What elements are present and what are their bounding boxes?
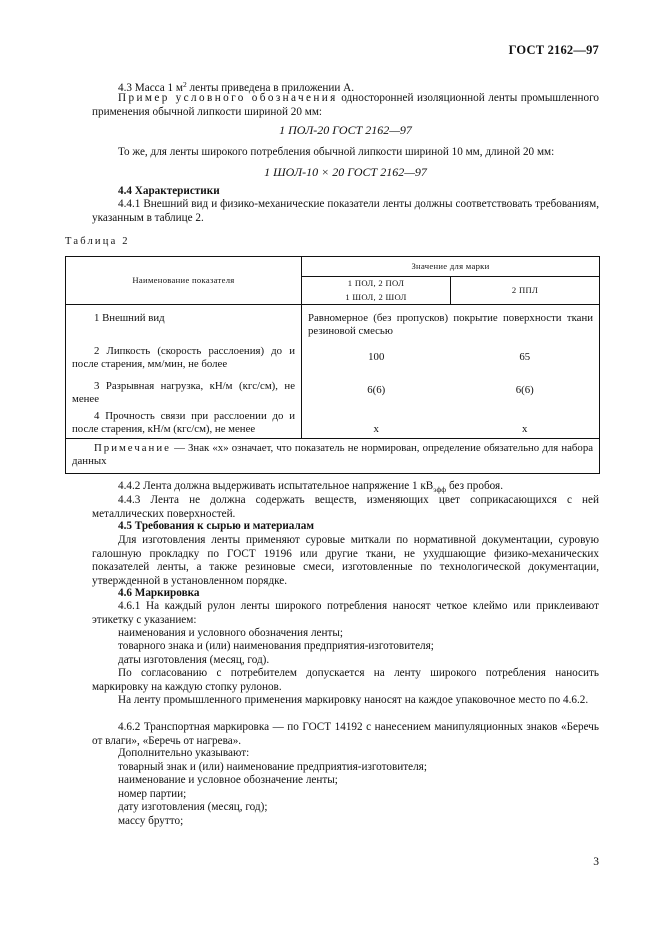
table-note-row [66, 439, 600, 474]
page-header-standard: ГОСТ 2162—97 [508, 43, 599, 57]
row-name: 1 Внешний вид [66, 305, 302, 341]
paragraph-4-5: Для изготовления ленты применяют суровые миткали по нормативной документации, суровую галошную прокладку по ГОСТ 19196 или другие ткани, не ухудшающие физико-механических показателей ленты, а также резиновые смеси, изготовленные по технологической документации, утвержденной в установленном порядке. [92, 534, 599, 587]
row-value-col-1: x [302, 407, 451, 439]
characteristics-table [65, 256, 600, 474]
paragraph-industrial: На ленту промышленного применения маркировку наносят на каждое упаковочное место по 4.6.2. [118, 694, 589, 706]
header-value-for-grade: Значение для марки [302, 257, 600, 277]
table-note [66, 439, 600, 474]
header-grade-col-1-line-1: 1 ПОЛ, 2 ПОЛ [347, 278, 405, 289]
list-item: наименования и условного обозначения ленты; [118, 627, 344, 639]
page-number: 3 [593, 856, 599, 868]
row-name: 3 Разрывная нагрузка, кН/м (кгс/см), не менее [66, 376, 302, 407]
paragraph-agreement: По согласованию с потребителем допускается на ленту широкого потребления наносить маркировку на каждую стопку рулонов. [92, 667, 599, 693]
paragraph-4-3-text: 4.3 Масса 1 м [118, 82, 183, 94]
example-1-text: односторонней изоляционной ленты промышленного применения обычной липкости шириной 20 мм: [92, 92, 599, 118]
row-value-col-1: 6(6) [367, 384, 386, 397]
list-item: наименование и условное обозначение ленты; [118, 774, 338, 786]
header-grade-col-1-line-2: 1 ШОЛ, 2 ШОЛ [345, 291, 407, 302]
superscript-2: 2 [183, 80, 187, 89]
example-2-designation: 1 ШОЛ-10 × 20 ГОСТ 2162—97 [264, 165, 427, 179]
table-row [66, 407, 600, 439]
section-4-4-heading: 4.4 Характеристики [118, 185, 220, 197]
header-grade-col-1 [302, 277, 451, 305]
list-item: массу брутто; [118, 815, 184, 827]
header-grade-col-2: 2 ППЛ [451, 277, 600, 305]
paragraph-4-4-2-text-end: без пробоя. [446, 480, 503, 492]
row-name: 2 Липкость (скорость расслоения) до и после старения, мм/мин, не более [66, 341, 302, 376]
row-value-col-2: x [451, 407, 600, 439]
paragraph-4-6-1: 4.6.1 На каждый рулон ленты широкого потребления наносят четкое клеймо или приклеивают этикетку с указанием: [92, 600, 599, 626]
row-value-col-2: 6(6) [451, 376, 600, 407]
row-name: 4 Прочность связи при расслоении до и после старения, кН/м (кгс/см), не менее [66, 407, 302, 439]
section-4-6-heading: 4.6 Маркировка [118, 587, 200, 599]
section-4-5-heading: 4.5 Требования к сырью и материалам [118, 520, 314, 532]
paragraph-4-4-1: 4.4.1 Внешний вид и физико-механические показатели ленты должны соответствовать требованиям, указанным в таблице 2. [92, 198, 599, 224]
example-1-designation: 1 ПОЛ-20 ГОСТ 2162—97 [279, 123, 412, 137]
paragraph-4-6-2: 4.6.2 Транспортная маркировка — по ГОСТ 14192 с нанесением манипуляционных знаков «Беречь от влаги», «Беречь от нагрева». [92, 721, 599, 747]
row-value-col-2: 65 [451, 341, 600, 376]
header-indicator-name: Наименование показателя [66, 257, 302, 305]
example-2-paragraph: То же, для ленты широкого потребления обычной липкости шириной 10 мм, длиной 20 мм: [118, 146, 555, 158]
list-item: номер партии; [118, 788, 187, 800]
row-value-col-1: 100 [368, 351, 385, 364]
table-caption: Таблица 2 [65, 236, 130, 247]
example-label: Пример условного обозначения [118, 92, 338, 104]
note-label: Примечание [94, 442, 171, 454]
list-item: даты изготовления (месяц, год). [118, 654, 270, 666]
list-item: товарного знака и (или) наименования предприятия-изготовителя; [118, 640, 434, 652]
paragraph-4-4-3: 4.4.3 Лента не должна содержать веществ, изменяющих цвет соприкасающихся с ней металлических поверхностей. [92, 494, 599, 520]
row-value-merged: Равномерное (без пропусков) покрытие поверхности ткани резиновой смесью [302, 305, 600, 341]
paragraph-4-3-text-end: ленты приведена в приложении А. [186, 82, 355, 94]
paragraph-additionally: Дополнительно указывают: [118, 747, 250, 759]
list-item: товарный знак и (или) наименование предприятия-изготовителя; [118, 761, 427, 773]
note-text: — Знак «x» означает, что показатель не нормирован, определение обязательно для набора данных [72, 442, 594, 468]
list-item: дату изготовления (месяц, год); [118, 801, 268, 813]
table-row [66, 341, 600, 376]
table-row [66, 305, 600, 341]
subscript-eff: эфф [433, 485, 447, 494]
example-1-paragraph [92, 92, 599, 119]
paragraph-4-4-2-text: 4.4.2 Лента должна выдерживать испытательное напряжение 1 кВ [118, 480, 434, 492]
table-row [66, 376, 600, 407]
